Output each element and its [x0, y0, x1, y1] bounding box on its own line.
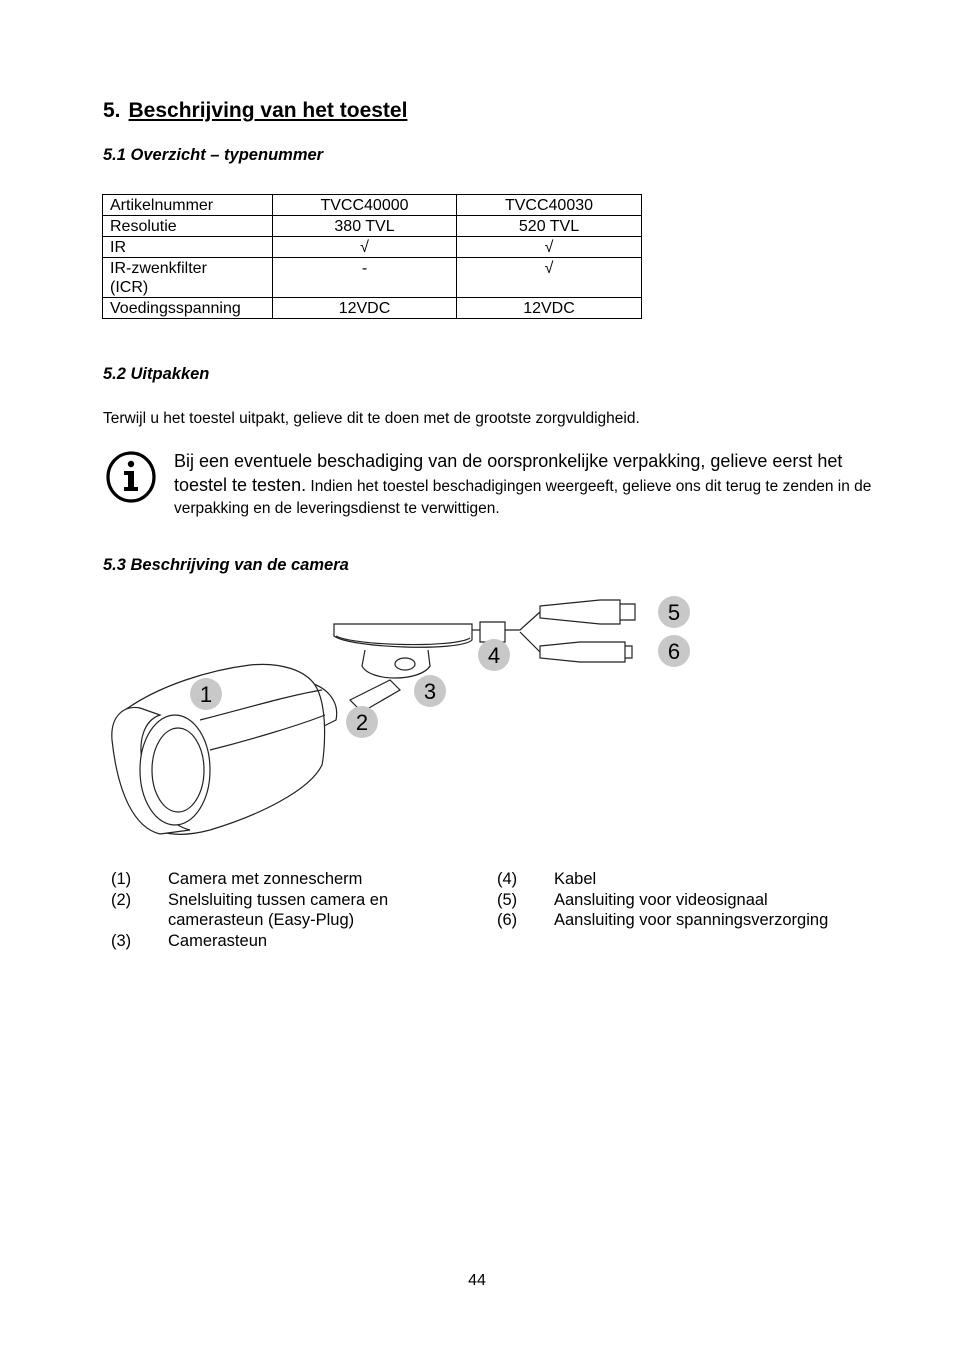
info-icon: [105, 450, 157, 504]
table-cell: TVCC40000: [273, 195, 457, 216]
table-cell: 12VDC: [457, 298, 642, 319]
svg-text:6: 6: [667, 639, 681, 664]
callout-5: [658, 596, 690, 628]
table-cell: TVCC40030: [457, 195, 642, 216]
table-row: [103, 298, 642, 319]
legend-text: Snelsluiting tussen camera en: [168, 890, 389, 909]
legend-number: (1): [111, 870, 132, 888]
section-title: Beschrijving van het toestel: [128, 99, 408, 122]
legend-text: Kabel: [554, 870, 597, 888]
table-cell: √: [457, 237, 642, 258]
list-item: [111, 931, 388, 952]
legend-number: [111, 910, 168, 931]
table-cell: Voedingsspanning: [103, 298, 273, 319]
legend-number: (4): [497, 870, 518, 888]
table-cell: IR-zwenkfilter (ICR): [103, 258, 273, 298]
legend-text: Aansluiting voor spanningsverzorging: [554, 911, 829, 929]
legend-number: (5): [497, 890, 518, 909]
subsection-title-unpacking: 5.2 Uitpakken: [103, 365, 210, 383]
table-cell: -: [273, 258, 457, 298]
legend-text: Camerasteun: [168, 931, 268, 950]
list-item: [497, 869, 828, 890]
info-note-main: Bij een eventuele beschadiging van de oorspronkelijke verpakking, gelieve eerst het toestel te testen.: [174, 451, 843, 495]
table-cell: √: [273, 237, 457, 258]
table-header-row: [103, 195, 642, 216]
callout-6: [658, 635, 690, 667]
table-cell: IR: [103, 237, 273, 258]
callout-4: [478, 639, 510, 671]
callout-1: [190, 678, 222, 710]
section-number: 5.: [103, 99, 121, 122]
table-row: [103, 258, 642, 298]
unpacking-paragraph: Terwijl u het toestel uitpakt, gelieve dit te doen met de grootste zorgvuldigheid.: [103, 410, 640, 427]
table-cell: 380 TVL: [273, 216, 457, 237]
subsection-title-overview: 5.1 Overzicht – typenummer: [103, 146, 324, 164]
type-number-table: [102, 194, 642, 319]
legend-text: Aansluiting voor videosignaal: [554, 890, 768, 909]
legend-number: (2): [111, 890, 132, 909]
legend-number: (6): [497, 911, 518, 929]
svg-text:2: 2: [355, 710, 369, 735]
svg-text:4: 4: [487, 643, 501, 668]
list-item: [111, 890, 388, 911]
info-note: [174, 450, 874, 520]
legend-right: [497, 869, 828, 931]
camera-illustration: [100, 590, 720, 850]
callout-2: [346, 706, 378, 738]
info-note-detail: Indien het toestel beschadigingen weergeeft, gelieve ons dit terug te zenden in de verpakking en de leveringsdienst te verwittigen.: [174, 478, 872, 517]
subsection-title-camera: 5.3 Beschrijving van de camera: [103, 556, 349, 574]
legend-text: Camera met zonnescherm: [168, 870, 363, 888]
list-item: [111, 910, 388, 931]
table-cell: 12VDC: [273, 298, 457, 319]
table-cell: 520 TVL: [457, 216, 642, 237]
table-cell: √: [457, 258, 642, 298]
list-item: [497, 890, 828, 911]
svg-text:3: 3: [423, 679, 437, 704]
table-row: [103, 216, 642, 237]
list-item: [497, 910, 828, 931]
legend-text: camerasteun (Easy-Plug): [168, 911, 355, 929]
list-item: [111, 869, 388, 890]
callout-3: [414, 675, 446, 707]
section-heading: [103, 99, 407, 123]
table-row: [103, 237, 642, 258]
page-number: 44: [468, 1272, 486, 1289]
table-cell: Resolutie: [103, 216, 273, 237]
legend-left: [111, 869, 388, 951]
svg-text:5: 5: [667, 600, 681, 625]
legend-number: (3): [111, 931, 132, 950]
table-cell: Artikelnummer: [103, 195, 273, 216]
svg-text:1: 1: [199, 682, 213, 707]
